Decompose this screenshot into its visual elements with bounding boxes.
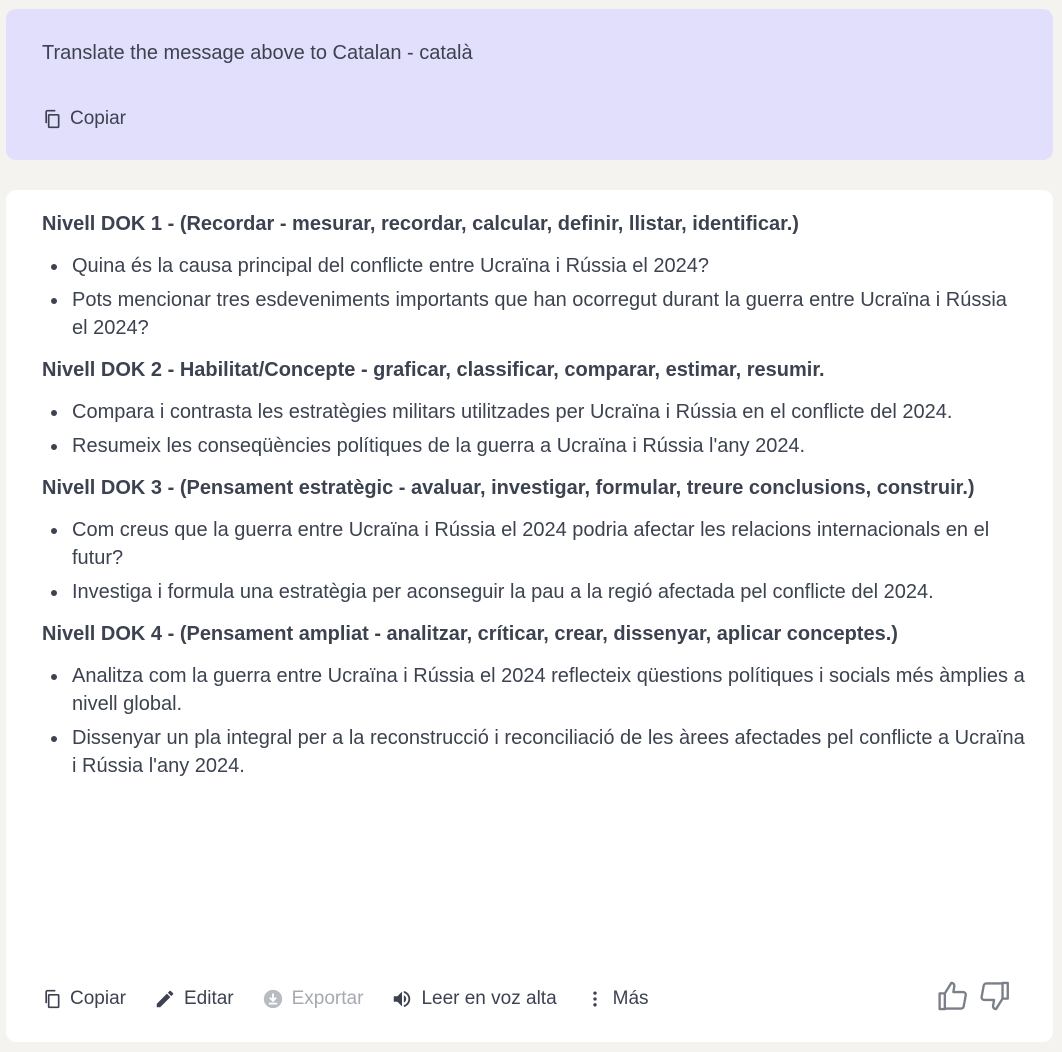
pencil-icon [154, 988, 176, 1010]
export-button[interactable] [262, 988, 364, 1010]
copy-icon [42, 109, 62, 129]
dok-section-2 [42, 356, 1027, 460]
speaker-icon [391, 988, 413, 1010]
feedback-buttons [937, 980, 1013, 1017]
list-item: Quina és la causa principal del conflicte entre Ucraïna i Rússia el 2024? [72, 252, 1027, 280]
vertical-dots-icon [585, 988, 605, 1010]
export-label: Exportar [291, 988, 364, 1009]
read-aloud-label: Leer en voz alta [421, 988, 557, 1009]
section-title: Nivell DOK 4 - (Pensament ampliat - analitzar, críticar, crear, dissenyar, aplicar conceptes.) [42, 623, 898, 645]
dok-section-1 [42, 210, 1027, 342]
thumbs-up-icon[interactable] [937, 980, 971, 1017]
section-title: Nivell DOK 1 - (Recordar - mesurar, recordar, calcular, definir, llistar, identificar.) [42, 213, 799, 235]
list-item: Investiga i formula una estratègia per aconseguir la pau a la regió afectada pel conflicte del 2024. [72, 578, 1027, 606]
more-button[interactable] [585, 988, 649, 1010]
list-item: Analitza com la guerra entre Ucraïna i Rússia el 2024 reflecteix qüestions polítiques i socials més àmplies a nivell global. [72, 662, 1027, 718]
message-toolbar [42, 988, 649, 1010]
section-list [42, 516, 1027, 606]
list-item: Dissenyar un pla integral per a la reconstrucció i reconciliació de les àrees afectades pel conflicte a Ucraïna i Rússia l'any 2024. [72, 724, 1027, 780]
read-aloud-button[interactable] [391, 988, 556, 1010]
section-list [42, 398, 1027, 460]
copy-icon [42, 989, 62, 1009]
section-title: Nivell DOK 2 - Habilitat/Concepte - graficar, classificar, comparar, estimar, resumir. [42, 359, 825, 381]
more-label: Más [612, 988, 649, 1009]
user-copy-label: Copiar [70, 108, 126, 129]
copy-button[interactable] [42, 988, 126, 1010]
section-list [42, 662, 1027, 780]
list-item: Com creus que la guerra entre Ucraïna i Rússia el 2024 podria afectar les relacions internacionals en el futur? [72, 516, 1027, 572]
dok-section-3 [42, 474, 1027, 606]
edit-button[interactable] [154, 988, 234, 1010]
user-copy-button[interactable] [42, 108, 126, 130]
list-item: Compara i contrasta les estratègies militars utilitzades per Ucraïna i Rússia en el conflicte del 2024. [72, 398, 1027, 426]
list-item: Resumeix les conseqüències polítiques de la guerra a Ucraïna i Rússia l'any 2024. [72, 432, 1027, 460]
section-title: Nivell DOK 3 - (Pensament estratègic - avaluar, investigar, formular, treure conclusions, construir.) [42, 477, 975, 499]
section-list [42, 252, 1027, 342]
download-circle-icon [262, 988, 284, 1010]
user-message-bubble [6, 9, 1053, 160]
assistant-message-content [42, 210, 1027, 794]
assistant-message-bubble [6, 190, 1053, 1042]
copy-label: Copiar [70, 988, 126, 1009]
dok-section-4 [42, 620, 1027, 780]
list-item: Pots mencionar tres esdeveniments importants que han ocorregut durant la guerra entre Ucraïna i Rússia el 2024? [72, 286, 1027, 342]
user-message-text: Translate the message above to Catalan - català [42, 42, 473, 64]
edit-label: Editar [183, 988, 234, 1009]
thumbs-down-icon[interactable] [979, 980, 1013, 1017]
